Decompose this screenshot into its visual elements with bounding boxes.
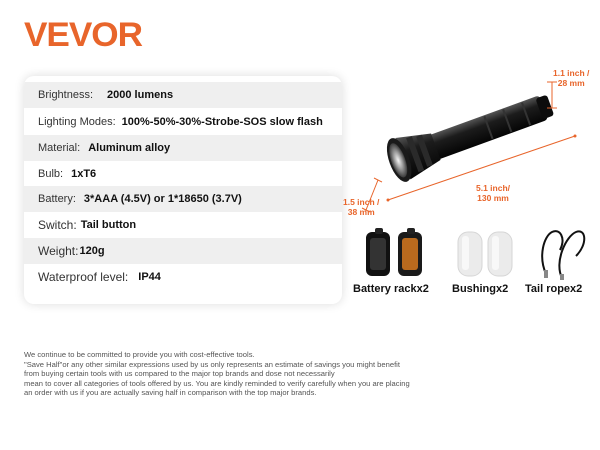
spec-value: Aluminum alloy bbox=[88, 142, 171, 154]
disclaimer-line: We continue to be committed to provide you with cost-effective tools. bbox=[24, 350, 255, 359]
spec-value: 1xT6 bbox=[71, 167, 97, 180]
spec-value: 100%-50%-30%-Strobe-SOS slow flash bbox=[121, 115, 323, 128]
dimension-inch: 1.1 inch / bbox=[553, 68, 590, 78]
spec-label: Switch: bbox=[38, 218, 77, 232]
dimension-inch: 1.5 inch / bbox=[343, 197, 380, 207]
svg-text:VEVOR: VEVOR bbox=[24, 16, 143, 54]
bushing-icon bbox=[452, 226, 522, 280]
dimension-mm: 38 mm bbox=[347, 207, 375, 217]
spec-value: 3*AAA (4.5V) or 1*18650 (3.7V) bbox=[83, 193, 242, 205]
flashlight-image bbox=[382, 83, 558, 185]
spec-row-material bbox=[24, 135, 342, 161]
disclaimer-text bbox=[24, 350, 594, 398]
spec-value: Tail button bbox=[80, 219, 137, 231]
spec-label: Material: bbox=[38, 142, 81, 154]
spec-value: IP44 bbox=[138, 271, 161, 283]
accessory-label: Tail ropex2 bbox=[525, 283, 583, 295]
head-diameter-dimension bbox=[343, 197, 379, 217]
spec-row-brightness bbox=[24, 82, 342, 108]
spec-value: 120g bbox=[79, 245, 105, 257]
spec-row-lighting-modes bbox=[24, 108, 342, 135]
disclaimer-line: from buying certain tools with us compared to the major top brands and dose not necessarily bbox=[24, 369, 335, 378]
spec-label: Waterproof level: bbox=[38, 270, 129, 284]
disclaimer-line: an order with us if you are actually saving half in comparison with the top major brands. bbox=[24, 388, 317, 397]
battery-rack-icon bbox=[358, 226, 432, 280]
spec-table bbox=[24, 76, 342, 304]
spec-label: Lighting Modes: bbox=[38, 115, 116, 128]
tail-rope-icon bbox=[536, 226, 592, 282]
spec-value: 2000 lumens bbox=[107, 89, 174, 101]
spec-label: Brightness: bbox=[38, 89, 94, 101]
spec-label: Weight: bbox=[38, 244, 79, 258]
spec-row-bulb bbox=[24, 161, 342, 186]
spec-label: Bulb: bbox=[38, 167, 64, 180]
spec-row-switch bbox=[24, 212, 342, 238]
spec-row-weight bbox=[24, 238, 342, 264]
accessory-label: Bushingx2 bbox=[452, 283, 509, 295]
tail-diameter-dimension bbox=[553, 68, 589, 88]
accessory-label: Battery rackx2 bbox=[353, 283, 429, 295]
vevor-logo bbox=[24, 14, 144, 54]
disclaimer-line: "Save Half"or any other similar expressions used by us only represents an estimate of savings you might benefit bbox=[24, 359, 400, 369]
spec-row-waterproof bbox=[24, 264, 342, 290]
length-dimension bbox=[476, 183, 510, 203]
spec-row-battery bbox=[24, 186, 342, 212]
dimension-inch: 5.1 inch/ bbox=[476, 183, 511, 193]
dimension-mm: 130 mm bbox=[477, 193, 509, 203]
spec-label: Battery: bbox=[38, 193, 76, 205]
dimension-mm: 28 mm bbox=[557, 78, 585, 88]
disclaimer-line: mean to cover all categories of tools offered by us. You are kindly reminded to verify carefully when you are placing bbox=[24, 378, 410, 388]
